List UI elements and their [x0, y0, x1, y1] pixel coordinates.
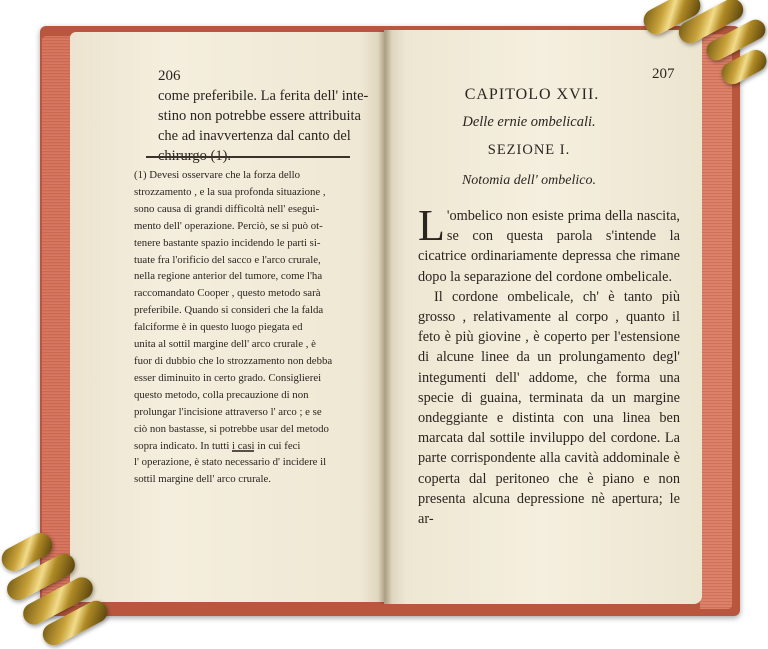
footnote-line: ciò non bastasse, si potrebbe usar del metodo — [134, 422, 329, 435]
text-line: stino non potrebbe essere attribuita — [158, 108, 361, 124]
paragraph: Il cordone ombelicale, ch' è tanto più grosso , relativamente al corpo , quanto il feto è più giovine , è coperto per l'estensione di alcune linee da un prolungamento degl' integumenti dell' addome, che forma una specie di guaina, terminata da un margine ondeggiante e distinta con una linea ben marcata dal sottile inviluppo del cordone. La parte corrispondente alla cavità addominale è coperta dal peritoneo che è piano e non presenta alcuna depressione nè apertura; le ar- — [418, 288, 680, 528]
footnote-line: sono causa di grandi difficoltà nell' eseguì- — [134, 202, 320, 215]
footnote-line: sottil margine dell' arco crurale. — [134, 473, 271, 486]
drop-cap: L — [418, 201, 445, 250]
footnote-line: questo metodo, colla precauzione di non — [134, 388, 309, 401]
section-subtitle: Notomia dell' ombelico. — [461, 173, 597, 188]
paragraph-text: 'ombelico non esiste prima della nascita, se con questa parola s'intende la cicatrice ordinariamente depressa che rimane dopo la separazione del cordone ombelicale. — [418, 208, 680, 285]
footnote-line: preferibile. Quando si consideri che la falda — [134, 304, 324, 317]
footnote-line: (1) Devesi osservare che la forza dello — [134, 169, 301, 181]
footnote-line: tuate fra l'orificio del sacco e l'arco crurale, — [134, 253, 321, 266]
book-gutter — [378, 30, 392, 604]
footnote-line: esser diminuito in certo grado. Consiglierei — [134, 371, 322, 384]
footnote — [134, 167, 356, 488]
text-line: chirurgo (1). — [158, 148, 232, 164]
left-page — [70, 32, 386, 602]
right-page — [384, 30, 702, 604]
footnote-separator — [146, 156, 350, 158]
footnote-line: nella regione anterior del tumore, come l'ha — [134, 270, 323, 283]
footnote-line: l' operazione, è stato necessario d' incidere il — [134, 456, 327, 469]
footnote-line: tenere bastante spazio incidendo le parti si- — [134, 236, 321, 249]
ornamental-rule — [232, 450, 254, 452]
section-heading: SEZIONE I. — [487, 142, 571, 158]
footnote-line: unita al sottil margine dell' arco crurale , è — [134, 338, 316, 351]
right-page-edges — [700, 34, 732, 609]
chapter-heading: CAPITOLO XVII. — [464, 86, 600, 103]
footnote-line: fuor di dubbio che lo strozzamento non debba — [134, 354, 333, 367]
footnote-line: mento dell' operazione. Perciò, se si può ot- — [134, 219, 323, 232]
footnote-line: strozzamento , e la sua profonda situazione , — [134, 185, 326, 198]
footnote-line: raccomandato Cooper , questo metodo sarà — [134, 287, 321, 300]
text-line: che ad inavvertenza dal canto del — [158, 128, 351, 144]
footnote-line: falciforme è in questo luogo piegata ed — [134, 321, 303, 334]
text-line: come preferibile. La ferita dell' inte- — [158, 88, 369, 104]
footnote-line: sopra indicato. In tutti i casi in cui feci — [134, 439, 301, 452]
chapter-subtitle: Delle ernie ombelicali. — [462, 114, 596, 130]
footnote-line: prolungar l'incisione attraverso l' arco ; e se — [134, 405, 322, 418]
right-page-number: 207 — [652, 66, 675, 82]
left-main-text — [158, 86, 386, 166]
paragraph — [418, 201, 680, 287]
left-page-number: 206 — [158, 68, 181, 84]
right-main-text — [418, 201, 680, 529]
